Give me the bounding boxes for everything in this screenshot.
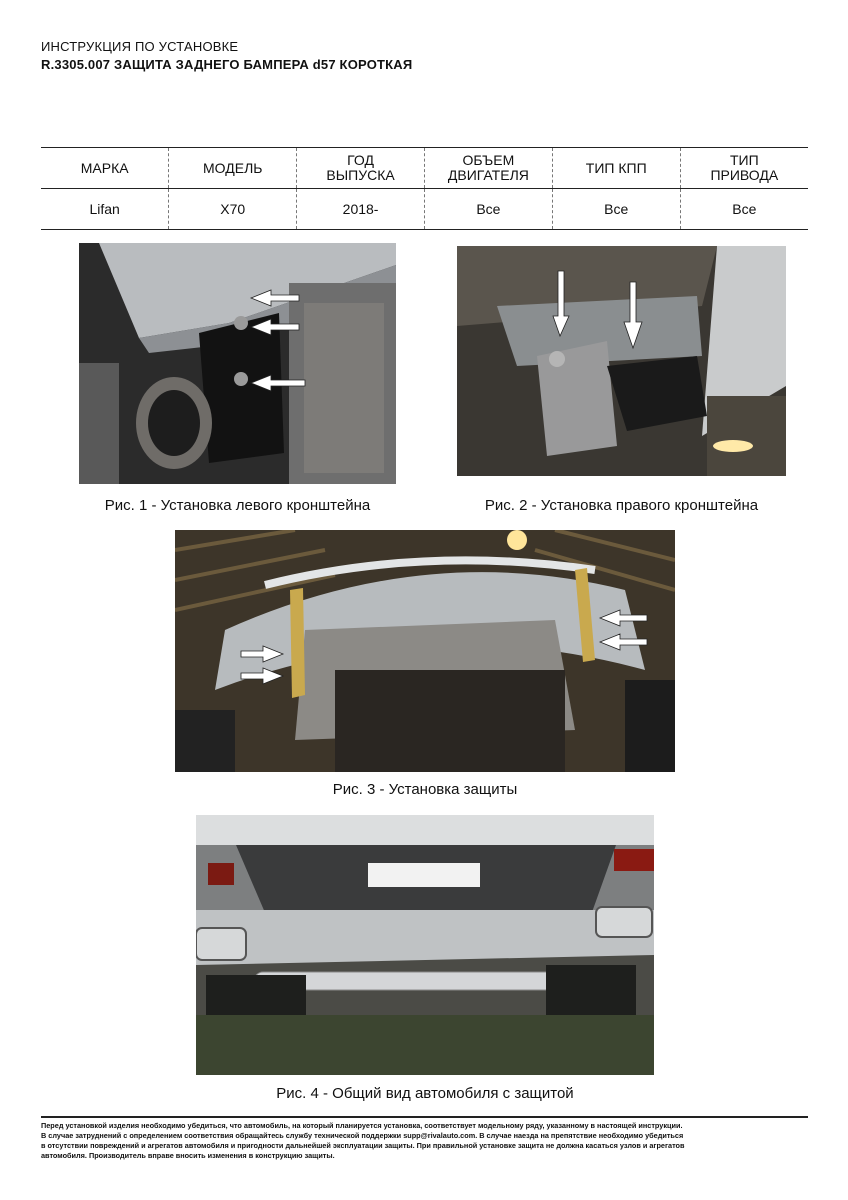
footer-line: в отсутствии повреждений и агрегатов автомобиля и пригодности дальнейшей эксплуатации защиты. При правильной установке защита не должна касаться узлов и агрегатов (41, 1141, 685, 1150)
spec-header-row (41, 148, 808, 189)
col-model-header: МОДЕЛЬ (169, 148, 297, 189)
right-bracket-photo-illustration (457, 246, 786, 476)
spec-table (41, 147, 808, 230)
figure-1-photo (79, 243, 396, 484)
col-engine-header: ОБЪЕМ ДВИГАТЕЛЯ (424, 148, 552, 189)
left-bracket-photo-illustration (79, 243, 396, 484)
footer-divider (41, 1116, 808, 1118)
spec-value-row (41, 189, 808, 230)
figure-4-caption: Рис. 4 - Общий вид автомобиля с защитой (276, 1085, 574, 1102)
footer-line: В случае затруднений с определением соответствия обращайтесь службу технической поддержки supp@rivalauto.com. В случае наезда на препятствие необходимо убедиться (41, 1131, 684, 1140)
figure-3-caption: Рис. 3 - Установка защиты (332, 781, 518, 798)
footer-notice (41, 1121, 808, 1161)
value-make: Lifan (89, 200, 120, 217)
value-year: 2018- (297, 189, 425, 230)
vehicle-overview-photo-illustration (196, 815, 654, 1075)
value-model: X70 (169, 189, 297, 230)
figure-1-caption: Рис. 1 - Установка левого кронштейна (104, 497, 371, 514)
col-year-header: ГОД ВЫПУСКА (297, 148, 425, 189)
footer-line: автомобиля. Производитель вправе вносить изменения в конструкцию защиты. (41, 1151, 335, 1160)
value-engine: Все (424, 189, 552, 230)
figure-2-photo (457, 246, 786, 476)
figure-2-caption: Рис. 2 - Установка правого кронштейна (484, 497, 759, 514)
guard-installation-photo-illustration (175, 530, 675, 772)
value-drive: Все (680, 189, 808, 230)
figure-3-photo (175, 530, 675, 772)
footer-line: Перед установкой изделия необходимо убедиться, что автомобиль, на который планируется установка, соответствует модельному ряду, указанному в настоящей инструкции. (41, 1121, 683, 1130)
product-title: R.3305.007 ЗАЩИТА ЗАДНЕГО БАМПЕРА d57 КОРОТКАЯ (41, 57, 413, 72)
value-gearbox: Все (552, 189, 680, 230)
col-make-header: МАРКА (41, 148, 169, 189)
col-drive-header: ТИП ПРИВОДА (680, 148, 808, 189)
col-gearbox-header: ТИП КПП (552, 148, 680, 189)
doc-title: ИНСТРУКЦИЯ ПО УСТАНОВКЕ (41, 39, 239, 54)
figure-4-photo (196, 815, 654, 1075)
